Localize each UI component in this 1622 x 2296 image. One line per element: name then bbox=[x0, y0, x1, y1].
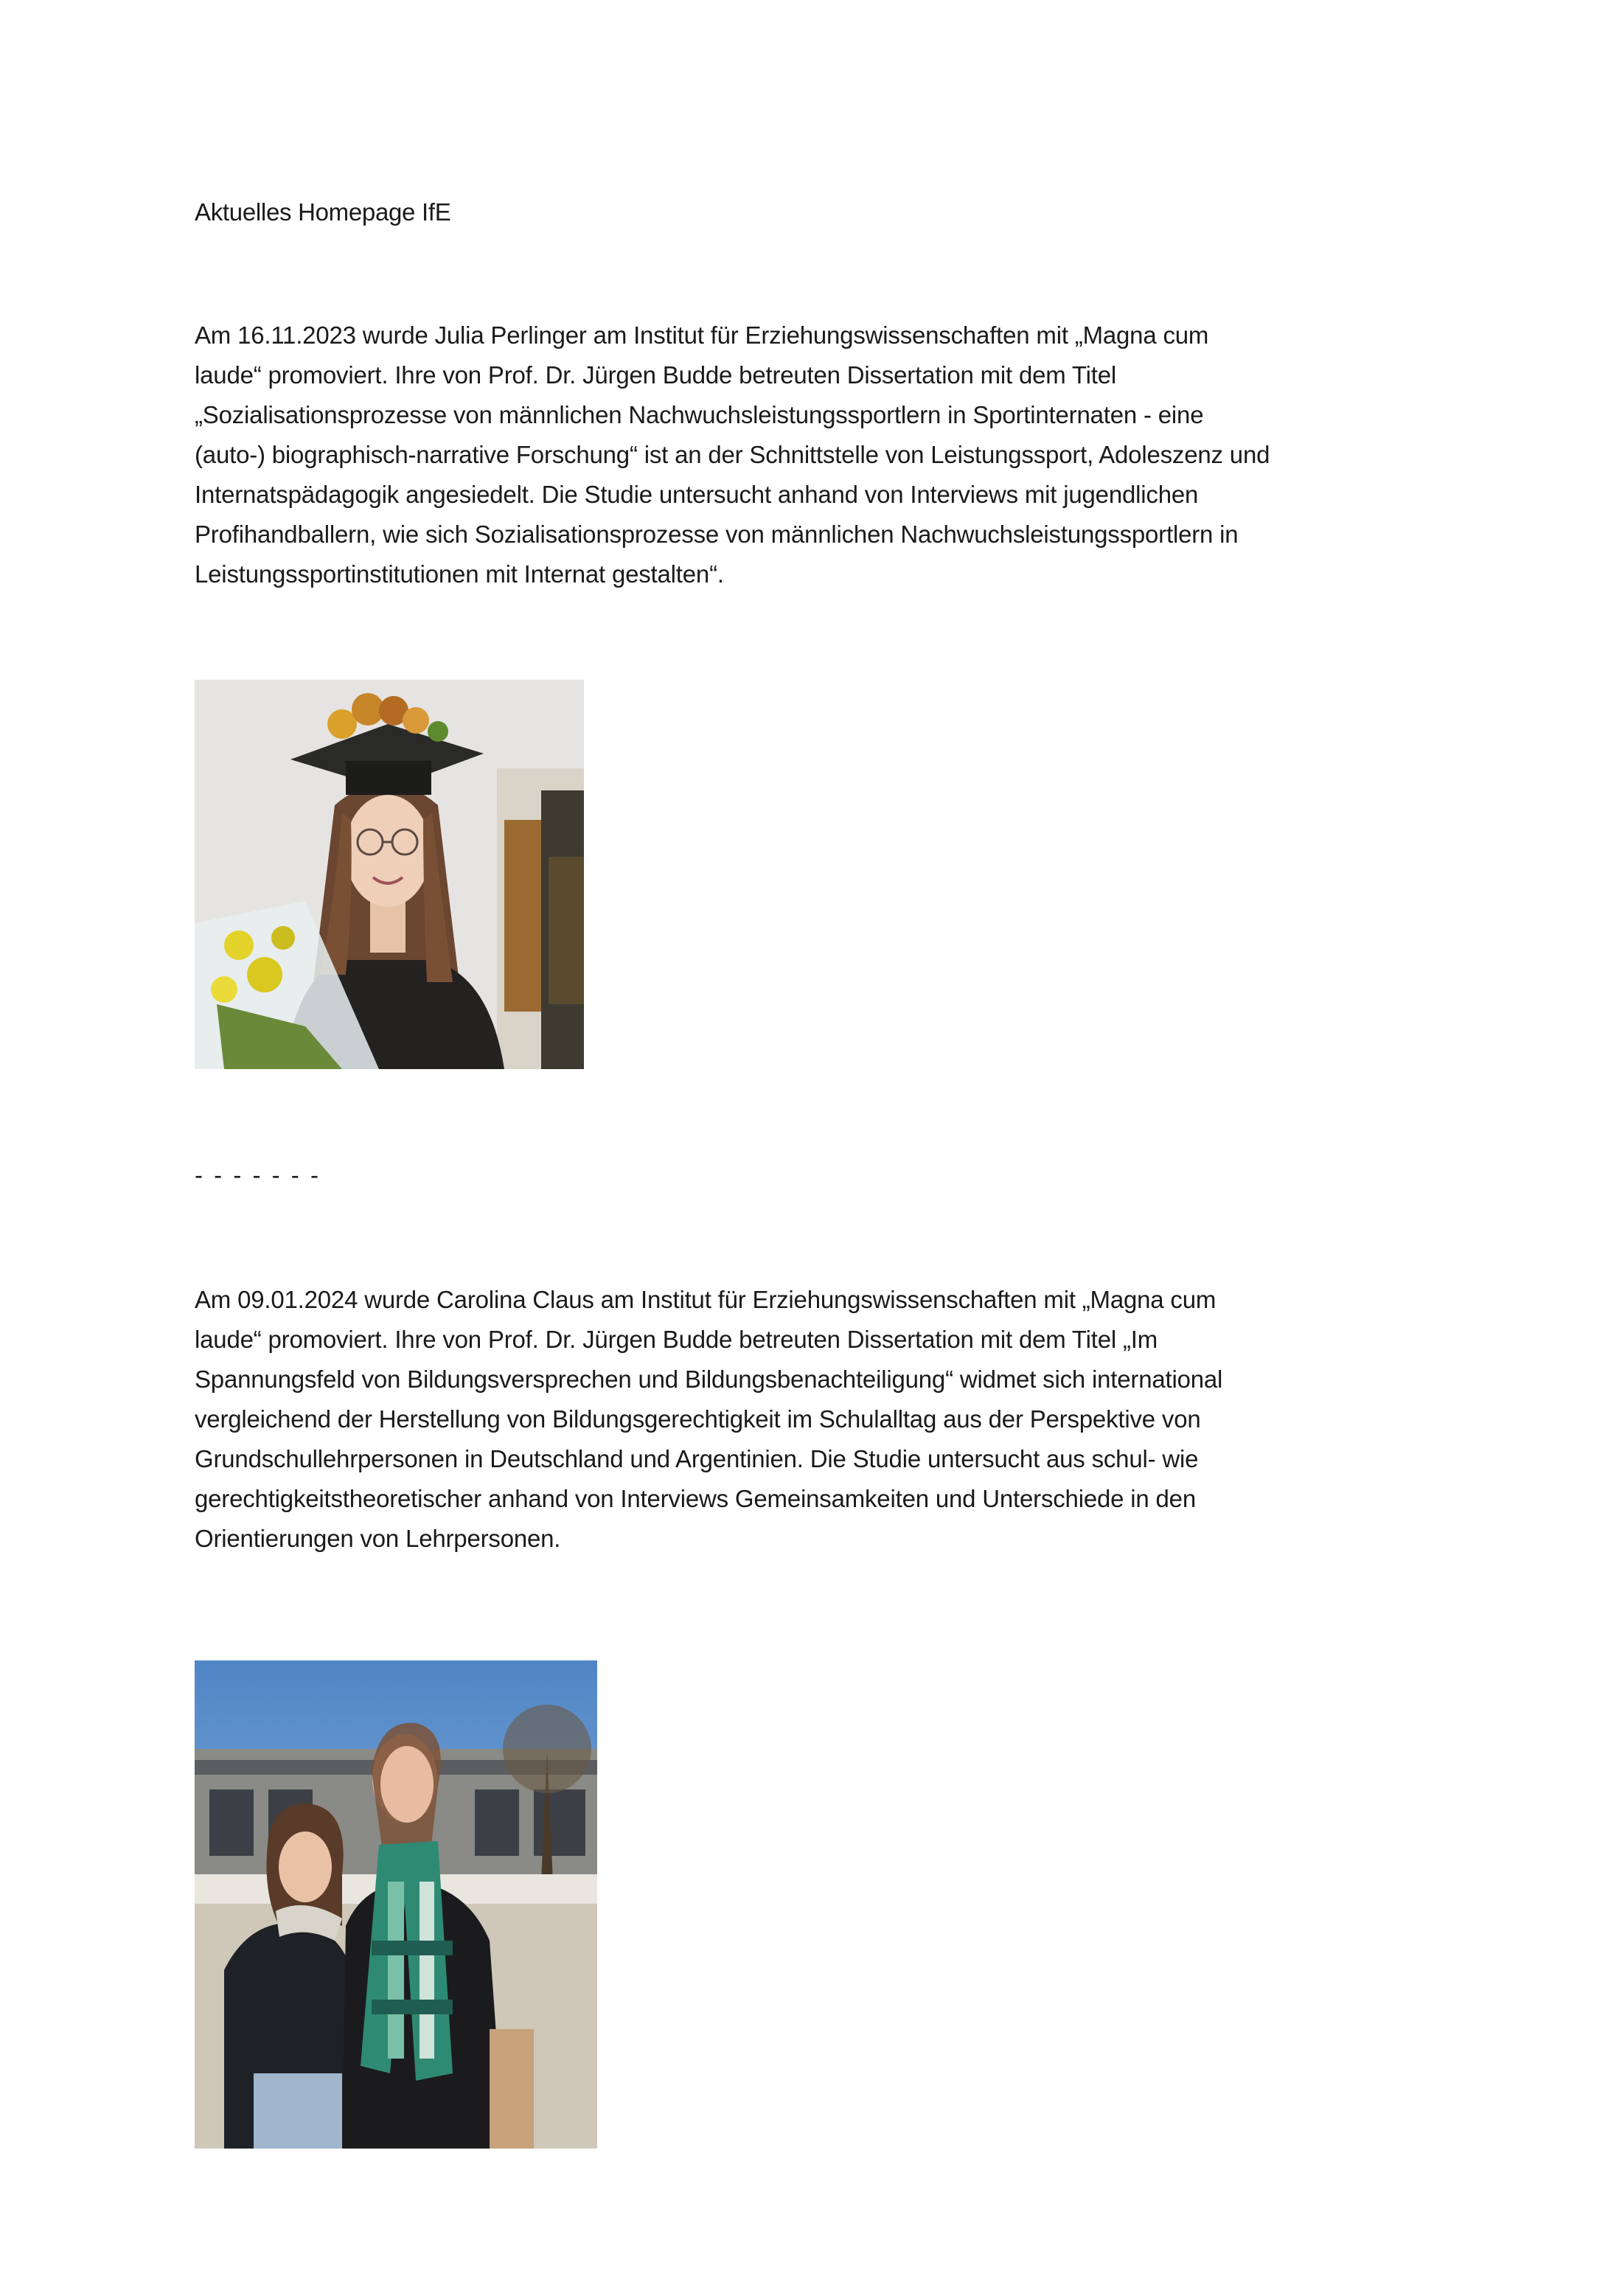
text-line: Grundschullehrpersonen in Deutschland und Argentinien. Die Studie untersucht aus schul- wie bbox=[195, 1445, 1199, 1472]
text-line: Internatspädagogik angesiedelt. Die Studie untersucht anhand von Interviews mit jugendlichen bbox=[195, 481, 1199, 508]
paragraph-claus bbox=[195, 1280, 1448, 1559]
paragraph-perlinger bbox=[195, 316, 1448, 594]
text-line: Leistungssportinstitutionen mit Internat gestalten“. bbox=[195, 560, 724, 588]
text-line: Orientierungen von Lehrpersonen. bbox=[195, 1525, 561, 1552]
text-line: Spannungsfeld von Bildungsversprechen und Bildungsbenachteiligung“ widmet sich international bbox=[195, 1366, 1223, 1393]
photo-carolina-claus bbox=[195, 1660, 597, 2149]
text-line: laude“ promoviert. Ihre von Prof. Dr. Jürgen Budde betreuten Dissertation mit dem Titel bbox=[195, 361, 1117, 389]
text-line: Profihandballern, wie sich Sozialisationsprozesse von männlichen Nachwuchsleistungssportlern in bbox=[195, 521, 1239, 548]
text-line: (auto-) biographisch-narrative Forschung“ ist an der Schnittstelle von Leistungssport, Adoleszenz und bbox=[195, 441, 1270, 468]
photo-julia-perlinger bbox=[195, 680, 584, 1069]
text-line: laude“ promoviert. Ihre von Prof. Dr. Jürgen Budde betreuten Dissertation mit dem Titel „Im bbox=[195, 1326, 1158, 1353]
text-line: Am 16.11.2023 wurde Julia Perlinger am Institut für Erziehungswissenschaften mit „Magna cum bbox=[195, 321, 1209, 349]
text-line: „Sozialisationsprozesse von männlichen Nachwuchsleistungssportlern in Sportinternaten - eine bbox=[195, 401, 1204, 428]
document-heading: Aktuelles Homepage IfE bbox=[195, 198, 451, 226]
text-line: Am 09.01.2024 wurde Carolina Claus am Institut für Erziehungswissenschaften mit „Magna cum bbox=[195, 1286, 1216, 1313]
separator: - - - - - - - bbox=[195, 1161, 321, 1189]
text-line: gerechtigkeitstheoretischer anhand von Interviews Gemeinsamkeiten und Unterschiede in den bbox=[195, 1485, 1196, 1512]
text-line: vergleichend der Herstellung von Bildungsgerechtigkeit im Schulalltag aus der Perspektive von bbox=[195, 1405, 1201, 1433]
